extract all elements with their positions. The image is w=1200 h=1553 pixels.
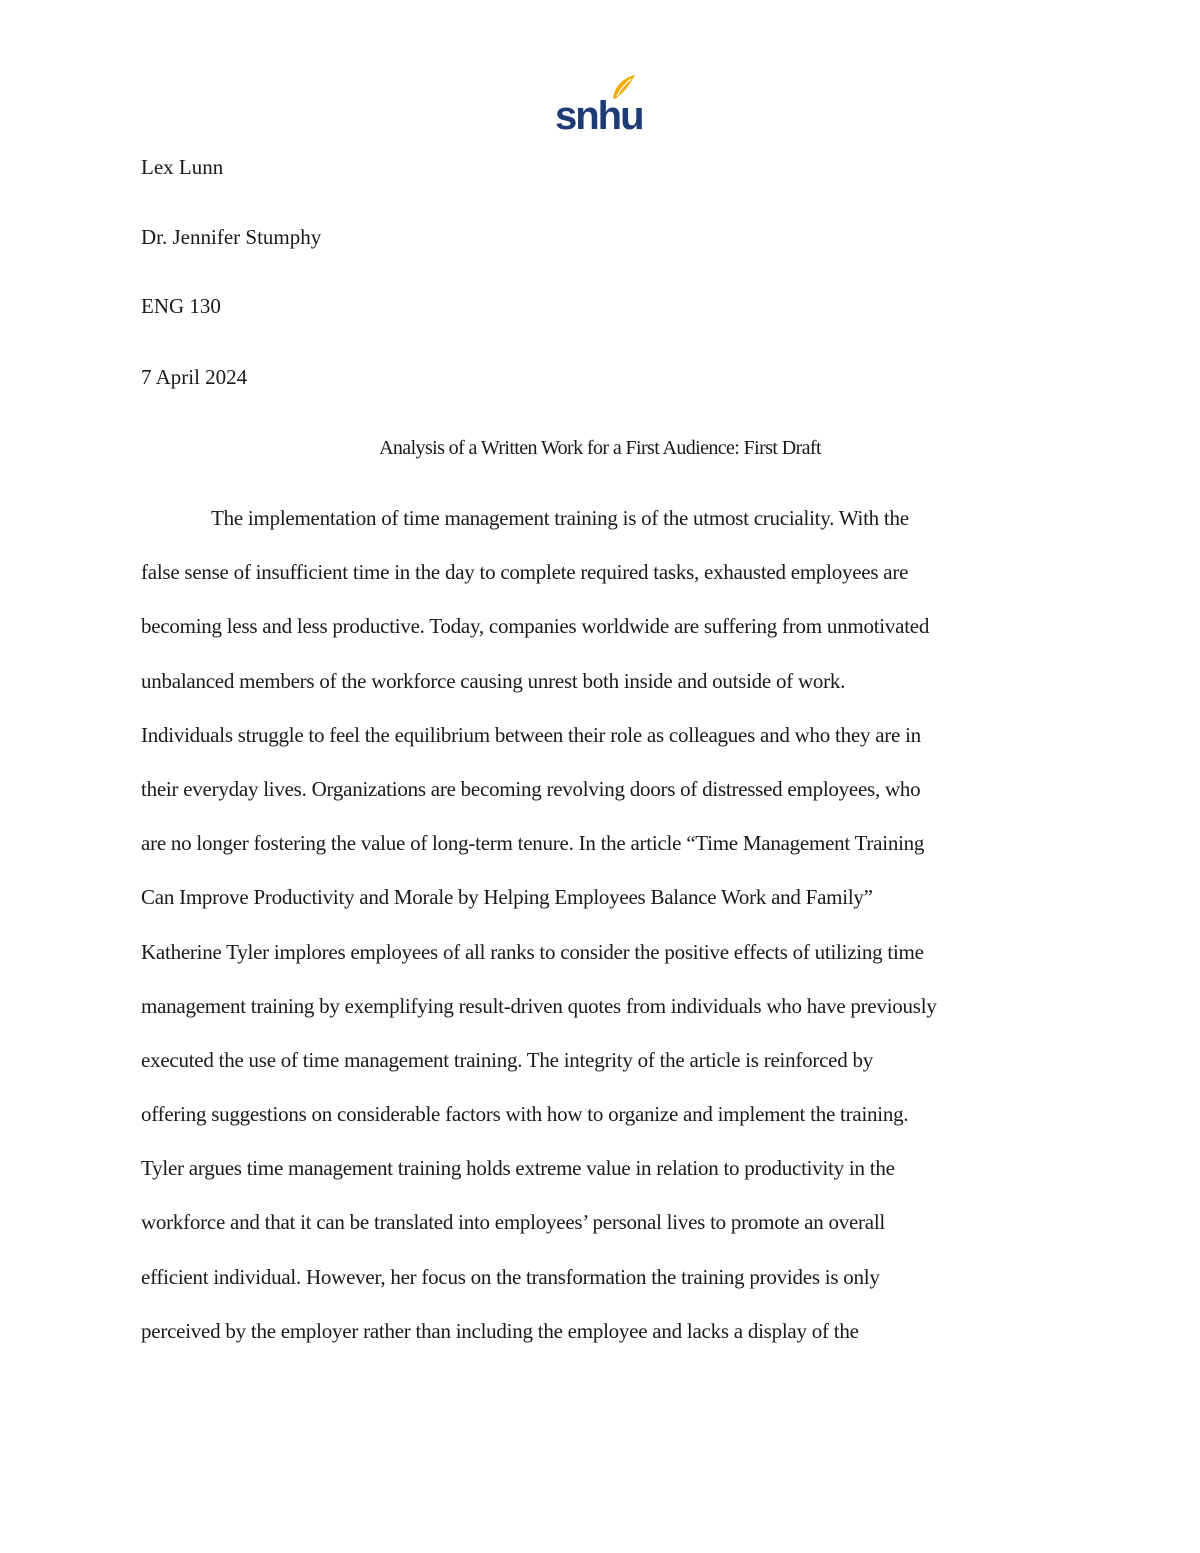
author-name: Lex Lunn bbox=[141, 155, 224, 179]
svg-text:snhu: snhu bbox=[555, 94, 643, 134]
snhu-logo bbox=[553, 72, 643, 134]
body-line: executed the use of time management training. The integrity of the article is reinforced by bbox=[141, 1047, 873, 1072]
body-line: Individuals struggle to feel the equilibrium between their role as colleagues and who they are in bbox=[141, 722, 921, 747]
document-date: 7 April 2024 bbox=[141, 365, 248, 389]
body-line: Can Improve Productivity and Morale by Helping Employees Balance Work and Family” bbox=[141, 885, 873, 910]
document-title: Analysis of a Written Work for a First Audience: First Draft bbox=[379, 437, 821, 459]
body-line: becoming less and less productive. Today, companies worldwide are suffering from unmotivated bbox=[141, 614, 930, 639]
body-line: perceived by the employer rather than including the employee and lacks a display of the bbox=[141, 1318, 859, 1343]
body-line: unbalanced members of the workforce causing unrest both inside and outside of work. bbox=[141, 668, 846, 693]
snhu-logo-icon bbox=[553, 72, 643, 134]
body-line: their everyday lives. Organizations are becoming revolving doors of distressed employees, who bbox=[141, 776, 921, 801]
body-line: workforce and that it can be translated into employees’ personal lives to promote an overall bbox=[141, 1210, 886, 1235]
body-line: false sense of insufficient time in the day to complete required tasks, exhausted employees are bbox=[141, 560, 909, 585]
body-line: efficient individual. However, her focus on the transformation the training provides is only bbox=[141, 1264, 880, 1289]
body-line: Katherine Tyler implores employees of all ranks to consider the positive effects of utilizing time bbox=[141, 939, 924, 964]
course-name: ENG 130 bbox=[141, 294, 221, 318]
body-line: The implementation of time management training is of the utmost cruciality. With the bbox=[211, 506, 909, 530]
body-line: offering suggestions on considerable factors with how to organize and implement the training. bbox=[141, 1102, 909, 1127]
body-line: management training by exemplifying result-driven quotes from individuals who have previously bbox=[141, 993, 937, 1018]
body-line: are no longer fostering the value of long-term tenure. In the article “Time Management Training bbox=[141, 831, 925, 856]
instructor-name: Dr. Jennifer Stumphy bbox=[141, 225, 322, 249]
body-line: Tyler argues time management training holds extreme value in relation to productivity in the bbox=[141, 1156, 895, 1181]
body-paragraph bbox=[141, 503, 1081, 1370]
